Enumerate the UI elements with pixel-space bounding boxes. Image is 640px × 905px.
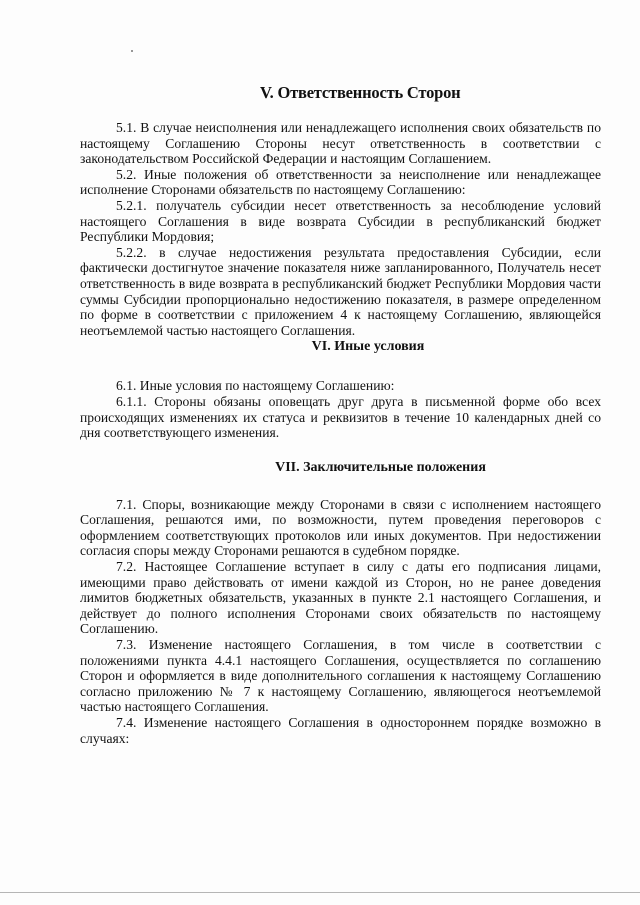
section-heading-7: VII. Заключительные положения <box>275 459 486 475</box>
paragraph-5-2-2: 5.2.2. в случае недостижения результата предоставления Субсидии, если фактически достигнутое значение показателя ниже запланированного, Получатель несет ответственность в виде возврата в республиканский бюджет Республики Мордовия части суммы Субсидии пропорционально недостижению показателя, в размере определенном по форме в соответствии с приложением 4 к настоящему Соглашению, являющейся неотъемлемой частью настоящего Соглашения. <box>80 244 601 338</box>
paragraph-7-1: 7.1. Споры, возникающие между Сторонами в связи с исполнением настоящего Соглашения, решаются ими, по возможности, путем проведения переговоров с оформлением соответствующих протоколов или иных документов. При недостижении согласия споры между Сторонами решаются в судебном порядке. <box>80 496 601 559</box>
paragraph-5-2-1: 5.2.1. получатель субсидии несет ответственность за несоблюдение условий настоящего Соглашения в виде возврата Субсидии в республиканский бюджет Республики Мордовия; <box>80 197 601 245</box>
paragraph-7-3: 7.3. Изменение настоящего Соглашения, в том числе в соответствии с положениями пункта 4.4.1 настоящего Соглашения, осуществляется по соглашению Сторон и оформляется в виде дополнительного соглашения к настоящему Соглашению согласно приложению № 7 к настоящему Соглашению, являющегося неотъемлемой частью настоящего Соглашения. <box>80 637 601 715</box>
paragraph-6-1-1: 6.1.1. Стороны обязаны оповещать друг друга в письменной форме обо всех происходящих изменениях их статуса и реквизитов в течение 10 календарных дней со дня соответствующего изменения. <box>80 393 601 441</box>
paragraph-6-1: 6.1. Иные условия по настоящему Соглашению: <box>116 378 395 394</box>
paragraph-7-4: 7.4. Изменение настоящего Соглашения в одностороннем порядке возможно в случаях: <box>80 715 601 746</box>
paragraph-5-2: 5.2. Иные положения об ответственности за неисполнение или ненадлежащее исполнение Сторонами обязательств по настоящему Соглашению: <box>80 166 601 198</box>
section-heading-6: VI. Иные условия <box>311 339 425 355</box>
scan-speck <box>131 50 133 52</box>
paragraph-7-2: 7.2. Настоящее Соглашение вступает в силу с даты его подписания лицами, имеющими право действовать от имени каждой из Сторон, но не ранее доведения лимитов бюджетных обязательств, указанных в пункте 2.1 настоящего Соглашения, и действует до полного исполнения Сторонами своих обязательств по настоящему Соглашению. <box>80 559 601 637</box>
section-heading-5: V. Ответственность Сторон <box>260 83 461 102</box>
page-bottom-edge <box>0 892 640 893</box>
paragraph-5-1: 5.1. В случае неисполнения или ненадлежащего исполнения своих обязательств по настоящему Соглашению Стороны несут ответственность в соответствии с законодательством Российской Федерации и настоящим Соглашением. <box>80 120 601 167</box>
document-body <box>80 84 601 746</box>
